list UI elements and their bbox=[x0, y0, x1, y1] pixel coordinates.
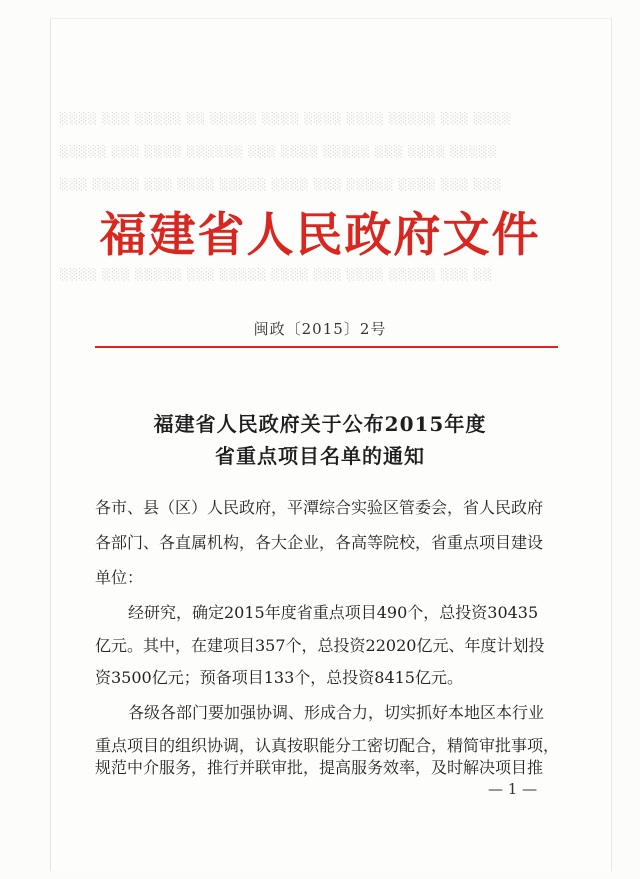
show-through-text: ░░░░ ░░░ ░░░░░ ░░ ░░░░░ ░░░░ ░░░░ ░░░░ ░░░░░ ░░░ ░░░░ bbox=[60, 112, 512, 125]
body-line: 重点项目的组织协调，认真按职能分工密切配合，精简审批事项， bbox=[95, 736, 560, 755]
page-number: — 1 — bbox=[488, 780, 538, 798]
document-masthead: 福建省人民政府文件 bbox=[99, 208, 541, 263]
body-line: 各市、县（区）人民政府，平潭综合实验区管委会，省人民政府 bbox=[95, 498, 544, 517]
body-line: 规范中介服务，推行并联审批，提高服务效率，及时解决项目推 bbox=[95, 758, 544, 777]
notice-title-line-2: 省重点项目名单的通知 bbox=[215, 444, 425, 468]
body-line: 单位： bbox=[95, 568, 144, 587]
show-through-text: ░░░ ░░░░░ ░░░ ░░░░ ░░░░░ ░░░░ ░░░ ░░░░░ ░░░░ ░░░ ░░░ bbox=[60, 178, 503, 191]
show-through-text: ░░░░░ ░░░ ░░░░ ░░░░░░ ░░░ ░░░░ ░░░░░ ░░░ ░░░░ ░░░░░ bbox=[60, 145, 498, 158]
notice-title-line-1: 福建省人民政府关于公布2015年度 bbox=[153, 412, 487, 436]
document-number: 闽政〔2015〕2号 bbox=[253, 320, 387, 338]
body-line: 各部门、各直属机构，各大企业，各高等院校，省重点项目建设 bbox=[95, 533, 544, 552]
red-separator-line bbox=[95, 346, 558, 348]
body-line: 亿元。其中，在建项目357个，总投资22020亿元、年度计划投 bbox=[95, 636, 545, 655]
body-line: 经研究，确定2015年度省重点项目490个，总投资30435 bbox=[128, 603, 539, 622]
body-line: 资3500亿元；预备项目133个，总投资8415亿元。 bbox=[95, 668, 463, 687]
body-line: 各级各部门要加强协调、形成合力，切实抓好本地区本行业 bbox=[128, 703, 545, 722]
show-through-text: ░░░░ ░░░ ░░░░░ ░░░ ░░░░░ ░░░░ ░░░ ░░░░ ░░░░░ ░░░ ░░ bbox=[60, 268, 493, 281]
